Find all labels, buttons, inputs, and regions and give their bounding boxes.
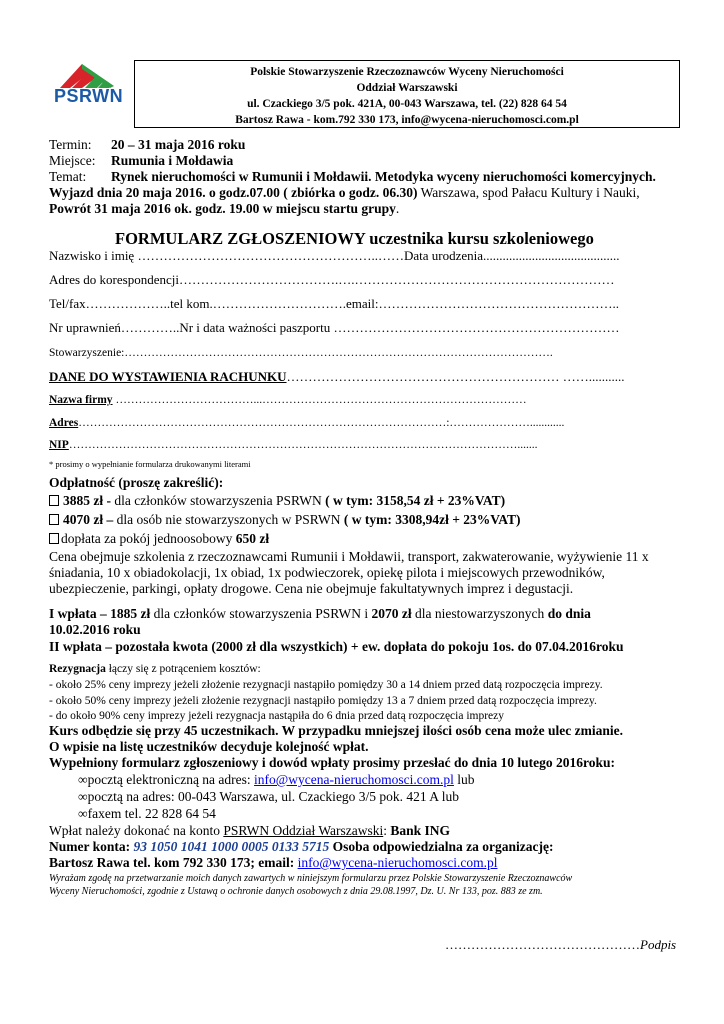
- payment-1: [49, 606, 591, 622]
- powrot-end: .: [395, 201, 400, 216]
- invoice-dots[interactable]: ……………………………………………………… ……...........: [286, 369, 625, 384]
- signature[interactable]: [445, 937, 676, 953]
- field-license[interactable]: Nr uprawnień…………..Nr i data ważności paszportu …………………………………………………………: [49, 320, 620, 335]
- header-address: ul. Czackiego 3/5 pok. 421A, 00-043 Warszawa, tel. (22) 828 64 54: [247, 98, 567, 110]
- pay1-d: dla niestowarzyszonych: [411, 606, 548, 621]
- info-line-3: Wypełniony formularz zgłoszeniowy i dowód wpłaty prosimy przesłać do dnia 10 lutego 2016roku:: [49, 755, 616, 770]
- infinity-bullet-icon: ∞: [78, 806, 88, 821]
- field-association[interactable]: Stowarzyszenie:………………………………………………………………………………………………….: [49, 347, 553, 359]
- account-number: 93 1050 1041 1000 0005 0133 5715: [133, 839, 330, 854]
- signature-label: Podpis: [640, 937, 677, 952]
- header-org: Polskie Stowarzyszenie Rzeczoznawców Wyceny Nieruchomości: [250, 66, 564, 78]
- miejsce-value: Rumunia i Mołdawia: [111, 153, 234, 168]
- payment-1-date: 10.02.2016 roku: [49, 622, 141, 637]
- bank-d: Bank ING: [390, 823, 451, 838]
- infinity-bullet-icon: ∞: [78, 772, 88, 787]
- account-responsible: Osoba odpowiedzialna za organizację:: [329, 839, 554, 854]
- infinity-bullet-icon: ∞: [78, 789, 88, 804]
- s1-b: lub: [453, 772, 475, 787]
- wyjazd-rest: Warszawa, spod Pałacu Kultury i Nauki,: [417, 185, 640, 200]
- field-tel[interactable]: Tel/fax………………..tel kom.………………………….email:………………………………………………..: [49, 296, 619, 311]
- header-branch: Oddział Warszawski: [356, 82, 458, 94]
- contact-email-link[interactable]: info@wycena-nieruchomosci.com.pl: [297, 855, 498, 870]
- info-line-2: O wpisie na listę uczestników decyduje kolejność wpłat.: [49, 739, 369, 754]
- header-contact: Bartosz Rawa - kom.792 330 173, info@wycena-nieruchomosci.com.pl: [235, 114, 579, 126]
- send-option-post: [78, 789, 459, 805]
- s1-a: pocztą elektroniczną na adres:: [87, 772, 255, 787]
- pay1-a: I wpłata – 1885 zł: [49, 606, 151, 621]
- pricing-option-3[interactable]: [49, 531, 269, 547]
- temat-label: Temat:: [49, 169, 87, 184]
- gdpr-line-2: Wyceny Nieruchomości, zgodnie z Ustawą o ochronie danych osobowych z dnia 29.08.1997, Dz. U. Nr 133, poz. 883 ze zm.: [49, 886, 543, 897]
- account-line: [49, 839, 554, 855]
- opt1-text: dla członków stowarzyszenia PSRWN: [111, 493, 322, 508]
- firm-label: Nazwa firmy: [49, 394, 113, 406]
- opt1-detail: ( w tym: 3158,54 zł + 23%VAT): [321, 493, 506, 508]
- miejsce-row: [49, 153, 234, 169]
- firm-row: [49, 392, 527, 408]
- adres-dots[interactable]: ……………………………………………………………………………………:…………………............: [78, 417, 565, 429]
- checkbox-icon[interactable]: [49, 533, 59, 544]
- termin-row: [49, 137, 246, 153]
- resignation-title: Rezygnacja: [49, 663, 106, 675]
- bank-a: Wpłat należy dokonać na konto: [49, 823, 224, 838]
- adres-row: [49, 415, 564, 431]
- pay1-c: 2070 zł: [371, 606, 412, 621]
- resignation-intro: [49, 662, 261, 676]
- logo-text: PSRWN: [54, 86, 124, 106]
- wyjazd-bold: Wyjazd dnia 20 maja 2016. o godz.07.00 ( zbiórka o godz. 06.30): [49, 185, 418, 200]
- nip-row: [49, 437, 537, 453]
- resignation-1: - około 25% ceny imprezy jeżeli złożenie rezygnacji nastąpiło pomiędzy 30 a 14 dniem przed datą rozpoczęcia imprezy.: [49, 679, 603, 691]
- nip-label: NIP: [49, 439, 69, 451]
- field-address[interactable]: Adres do korespondencji……………………………….….……………………………………………………: [49, 272, 615, 287]
- powrot-row: [49, 201, 399, 217]
- opt2-detail: ( w tym: 3308,94zł + 23%VAT): [340, 512, 521, 527]
- opt2-price: 4070 zł –: [63, 512, 114, 527]
- checkbox-icon[interactable]: [49, 495, 59, 506]
- form-note: * prosimy o wypełnianie formularza drukowanymi literami: [49, 459, 251, 469]
- includes-line-3: ubezpieczenie, parkingi, opłaty drogowe. Cena nie obejmuje fakultatywnych imprez i degustacji.: [49, 581, 574, 596]
- includes-line-1: Cena obejmuje szkolenia z rzeczoznawcami Rumunii i Mołdawii, transport, zakwaterowanie, wyżywienie 11 x: [49, 549, 649, 564]
- resignation-intro-text: łączy się z potrąceniem kosztów:: [105, 663, 261, 675]
- contact-line: [49, 855, 497, 871]
- gdpr-line-1: Wyrażam zgodę na przetwarzanie moich danych zawartych w niniejszym formularzu przez Polskie Stowarzyszenie Rzeczoznawców: [49, 873, 573, 884]
- s2: pocztą na adres: 00-043 Warszawa, ul. Czackiego 3/5 pok. 421 A lub: [87, 789, 459, 804]
- bank-b: PSRWN Oddział Warszawski: [223, 823, 384, 838]
- temat-value: Rynek nieruchomości w Rumunii i Mołdawii. Metodyka wyceny nieruchomości komercyjnych.: [111, 169, 656, 184]
- contact-a: Bartosz Rawa tel. kom 792 330 173; email:: [49, 855, 298, 870]
- invoice-row: [49, 369, 625, 385]
- opt2-text: dla osób nie stowarzyszonych w PSRWN: [113, 512, 341, 527]
- bank-c: :: [383, 823, 391, 838]
- send-option-fax: [78, 806, 216, 822]
- s3: faxem tel. 22 828 64 54: [87, 806, 216, 821]
- pay1-b: dla członków stowarzyszenia PSRWN i: [150, 606, 372, 621]
- resignation-3: - do około 90% ceny imprezy jeżeli rezygnacja nastąpiła do 6 dnia przed datą rozpoczęcia imprezy: [49, 710, 505, 722]
- header-box: [134, 60, 680, 128]
- invoice-title: DANE DO WYSTAWIENIA RACHUNKU: [49, 369, 287, 384]
- wyjazd-row: [49, 185, 640, 201]
- termin-value: 20 – 31 maja 2016 roku: [111, 137, 246, 152]
- signature-dots[interactable]: ………………………………………: [445, 937, 640, 952]
- field-name[interactable]: Nazwisko i imię ………………………………………………..……Data urodzenia..........................................: [49, 248, 620, 263]
- termin-label: Termin:: [49, 137, 92, 152]
- includes-line-2: śniadania, 10 x obiadokolacji, 1x obiad, 1x podwieczorek, opiekę pilota i miejscowych przewodników,: [49, 565, 605, 580]
- account-label: Numer konta:: [49, 839, 134, 854]
- info-line-1: Kurs odbędzie się przy 45 uczestnikach. W przypadku mniejszej ilości osób cena może ulec zmianie.: [49, 723, 623, 738]
- nip-dots[interactable]: ……………………………………………………………………………………………………….......: [68, 439, 538, 451]
- resignation-2: - około 50% ceny imprezy jeżeli złożenie rezygnacji nastąpiło pomiędzy 13 a 7 dniem przed datą rozpoczęcia imprezy.: [49, 695, 597, 707]
- send-option-email: [78, 772, 475, 788]
- pricing-option-2[interactable]: [49, 512, 521, 528]
- firm-dots[interactable]: ………………………………...……………………………………………………………: [112, 394, 527, 406]
- powrot-text: Powrót 31 maja 2016 ok. godz. 19.00 w miejscu startu grupy: [49, 201, 396, 216]
- miejsce-label: Miejsce:: [49, 153, 96, 168]
- opt3-price: 650 zł: [235, 531, 270, 546]
- temat-row: [49, 169, 656, 185]
- pricing-title: Odpłatność (proszę zakreślić):: [49, 475, 224, 490]
- payment-2: II wpłata – pozostała kwota (2000 zł dla wszystkich) + ew. dopłata do pokoju 1os. do 07.04.2016roku: [49, 639, 624, 654]
- opt3-text: dopłata za pokój jednoosobowy: [61, 531, 236, 546]
- email-link[interactable]: info@wycena-nieruchomosci.com.pl: [254, 772, 454, 787]
- pricing-option-1[interactable]: [49, 493, 505, 509]
- bank-line: [49, 823, 450, 839]
- psrwn-logo: [52, 58, 127, 108]
- checkbox-icon[interactable]: [49, 514, 59, 525]
- opt1-price: 3885 zł -: [63, 493, 111, 508]
- adres-label: Adres: [49, 417, 79, 429]
- form-title: FORMULARZ ZGŁOSZENIOWY uczestnika kursu szkoleniowego: [115, 229, 594, 248]
- pay1-e: do dnia: [547, 606, 591, 621]
